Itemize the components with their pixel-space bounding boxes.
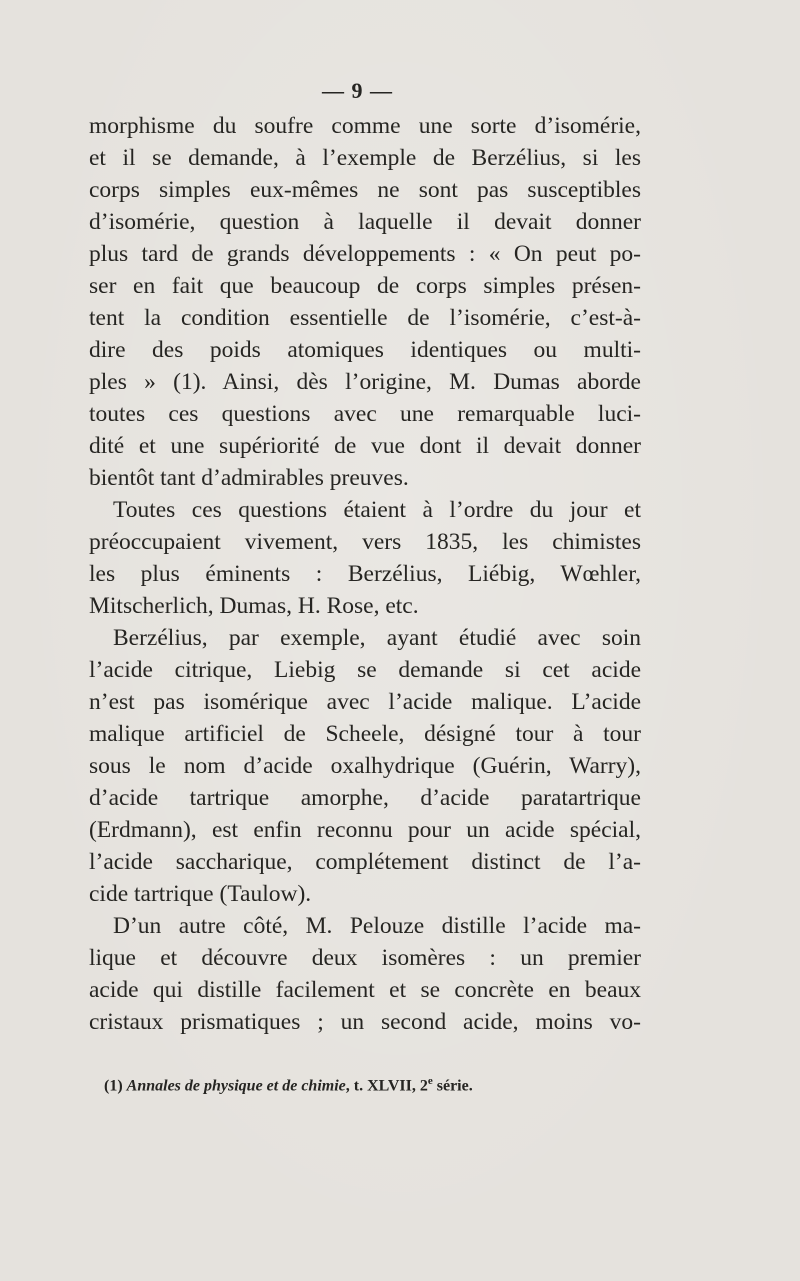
paragraph-start-line: Berzélius, par exemple, ayant étudié avec soin (113, 625, 641, 651)
text-line: toutes ces questions avec une remarquable luci- (89, 401, 641, 427)
footnote-superscript: e (427, 1075, 433, 1087)
text-line: corps simples eux-mêmes ne sont pas susceptibles (89, 177, 641, 203)
text-line: ser en fait que beaucoup de corps simples présen- (89, 273, 641, 299)
footnote-marker: (1) (104, 1077, 123, 1095)
text-line: lique et découvre deux isomères : un premier (89, 945, 641, 971)
text-line: préoccupaient vivement, vers 1835, les chimistes (89, 529, 641, 555)
footnote-tail: série. (432, 1077, 473, 1095)
text-line: d’acide tartrique amorphe, d’acide paratartrique (89, 785, 641, 811)
text-line: malique artificiel de Scheele, désigné tour à tour (89, 721, 641, 747)
text-line: l’acide citrique, Liebig se demande si cet acide (89, 657, 641, 683)
text-line: bientôt tant d’admirables preuves. (89, 465, 409, 491)
text-line: morphisme du soufre comme une sorte d’isomérie, (89, 113, 641, 139)
text-line: d’isomérie, question à laquelle il devait donner (89, 209, 641, 235)
footnote-reference: , t. XLVII, 2 (345, 1077, 428, 1095)
text-line: sous le nom d’acide oxalhydrique (Guérin, Warry), (89, 753, 641, 779)
footnote (104, 1075, 473, 1095)
text-line: tent la condition essentielle de l’isomérie, c’est-à- (89, 305, 641, 331)
text-line: dire des poids atomiques identiques ou multi- (89, 337, 641, 363)
text-line: n’est pas isomérique avec l’acide malique. L’acide (89, 689, 641, 715)
text-line: et il se demande, à l’exemple de Berzélius, si les (89, 145, 641, 171)
text-line: l’acide saccharique, complétement distinct de l’a- (89, 849, 641, 875)
text-line: cristaux prismatiques ; un second acide, moins vo- (89, 1009, 641, 1035)
text-line: cide tartrique (Taulow). (89, 881, 312, 907)
footnote-title: Annales de physique et de chimie (126, 1077, 346, 1095)
body-text (89, 110, 641, 1038)
text-line: acide qui distille facilement et se concrète en beaux (89, 977, 641, 1003)
text-line: ples » (1). Ainsi, dès l’origine, M. Dumas aborde (89, 369, 641, 395)
paragraph-start-line: Toutes ces questions étaient à l’ordre du jour et (113, 497, 641, 523)
text-line: les plus éminents : Berzélius, Liébig, Wœhler, (89, 561, 641, 587)
text-line: (Erdmann), est enfin reconnu pour un acide spécial, (89, 817, 641, 843)
paragraph-start-line: D’un autre côté, M. Pelouze distille l’acide ma- (113, 913, 641, 939)
page-number: — 9 — (322, 78, 393, 103)
text-line: Mitscherlich, Dumas, H. Rose, etc. (89, 593, 419, 619)
text-line: plus tard de grands développements : « On peut po- (89, 241, 641, 267)
text-line: dité et une supériorité de vue dont il devait donner (89, 433, 641, 459)
